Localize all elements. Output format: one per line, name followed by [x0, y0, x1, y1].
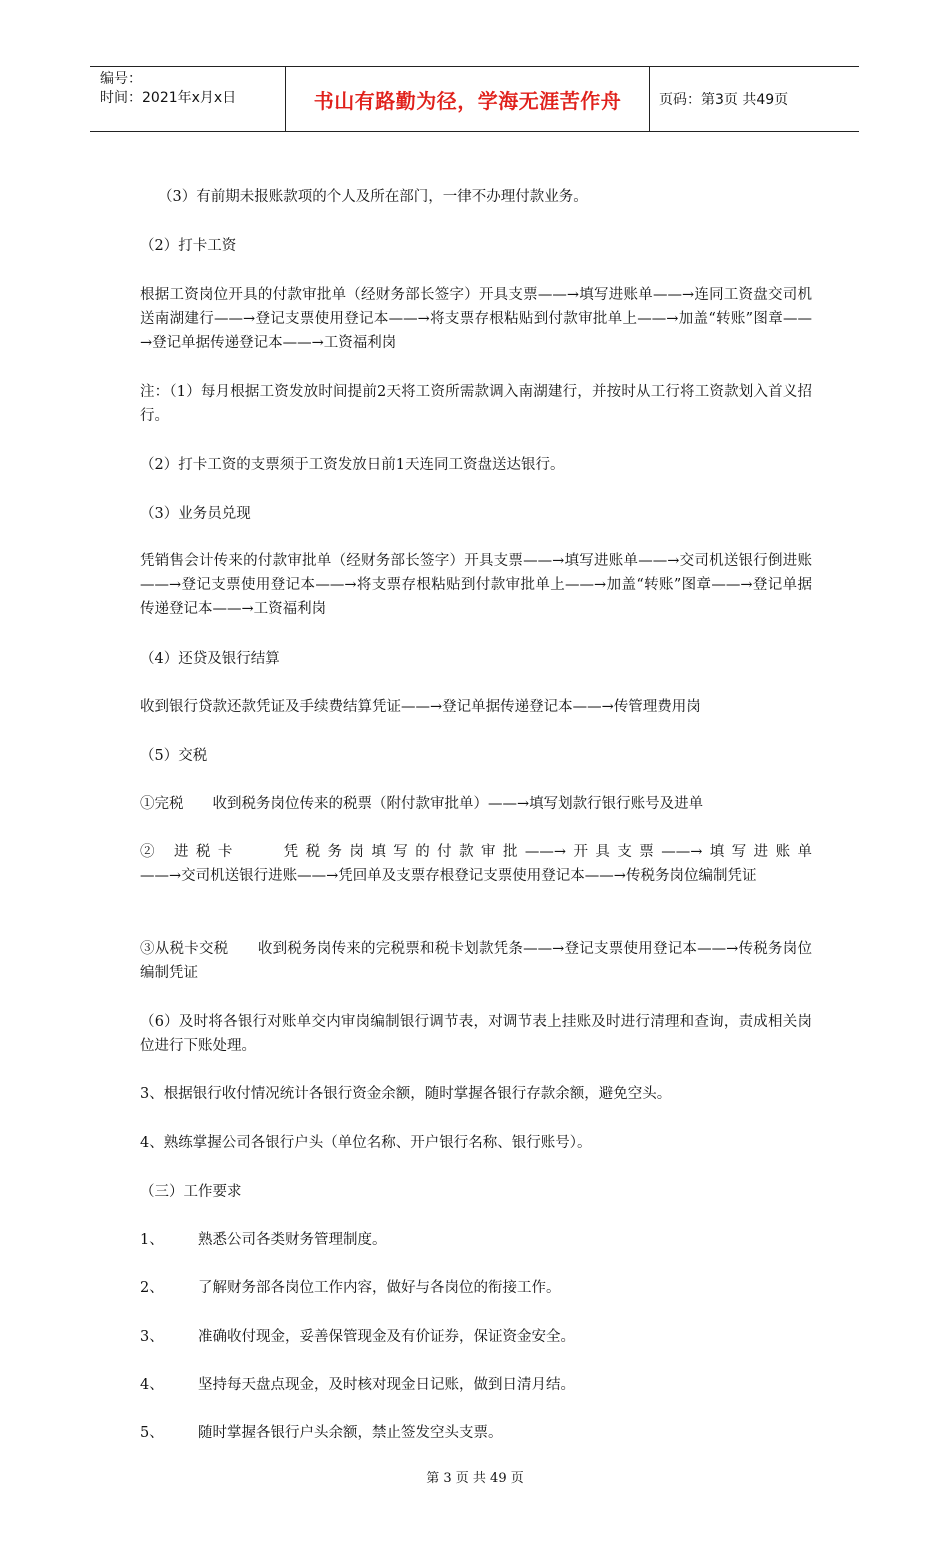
requirement-number: 1、 — [140, 1232, 164, 1248]
paragraph: 注：（1）每月根据工资发放时间提前2天将工资所需款调入南湖建行，并按时从工行将工资款划入首义招行。 — [140, 384, 812, 424]
section-heading: （5）交税 — [140, 748, 208, 764]
requirement-number: 3、 — [140, 1329, 164, 1345]
paragraph: ——→交司机送银行进账——→凭回单及支票存根登记支票使用登记本——→传税务岗位编制凭证 — [140, 868, 757, 884]
requirement-text: 随时掌握各银行户头余额，禁止签发空头支票。 — [198, 1425, 503, 1441]
paragraph: （2）打卡工资的支票须于工资发放日前1天连同工资盘送达银行。 — [140, 457, 565, 473]
paragraph: ② 进税卡 凭税务岗填写的付款审批——→开具支票——→填写进账单 — [140, 844, 812, 860]
document-date: 时间：2021年x月x日 — [100, 90, 237, 106]
document-number-label: 编号： — [100, 71, 142, 87]
section-heading: （4）还贷及银行结算 — [140, 651, 280, 667]
paragraph: ③从税卡交税 收到税务岗传来的完税票和税卡划款凭条——→登记支票使用登记本——→传税务岗位编制凭证 — [140, 941, 812, 981]
requirement-text: 了解财务部各岗位工作内容，做好与各岗位的衔接工作。 — [198, 1280, 561, 1296]
requirement-number: 5、 — [140, 1425, 164, 1441]
header-meta — [90, 67, 286, 131]
paragraph: ①完税 收到税务岗位传来的税票（附付款审批单）——→填写划款行银行账号及进单 — [140, 796, 704, 812]
requirement-number: 4、 — [140, 1377, 164, 1393]
requirement-text: 准确收付现金，妥善保管现金及有价证券，保证资金安全。 — [198, 1329, 575, 1345]
paragraph: 3、根据银行收付情况统计各银行资金余额，随时掌握各银行存款余额，避免空头。 — [140, 1086, 672, 1102]
requirement-number: 2、 — [140, 1280, 164, 1296]
paragraph: （6）及时将各银行对账单交内审岗编制银行调节表，对调节表上挂账及时进行清理和查询，责成相关岗位进行下账处理。 — [140, 1014, 812, 1054]
section-heading: （2）打卡工资 — [140, 238, 237, 254]
page-header — [90, 66, 859, 132]
paragraph: （3）有前期未报账款项的个人及所在部门，一律不办理付款业务。 — [158, 189, 588, 205]
paragraph: 收到银行贷款还款凭证及手续费结算凭证——→登记单据传递登记本——→传管理费用岗 — [140, 699, 701, 715]
paragraph: 根据工资岗位开具的付款审批单（经财务部长签字）开具支票——→填写进账单——→连同工资盘交司机送南湖建行——→登记支票使用登记本——→将支票存根粘贴到付款审批单上——→加盖“转账”图章——→登记单据传递登记本——→工资福利岗 — [140, 287, 812, 351]
header-motto-cell — [286, 67, 650, 131]
header-page-cell — [650, 67, 859, 131]
page-footer: 第 3 页 共 49 页 — [426, 1471, 524, 1486]
paragraph: 凭销售会计传来的付款审批单（经财务部长签字）开具支票——→填写进账单——→交司机送银行倒进账——→登记支票使用登记本——→将支票存根粘贴到付款审批单上——→加盖“转账”图章——→登记单据传递登记本——→工资福利岗 — [140, 553, 812, 617]
requirement-text: 熟悉公司各类财务管理制度。 — [198, 1232, 387, 1248]
section-heading: （3）业务员兑现 — [140, 506, 251, 522]
requirement-text: 坚持每天盘点现金，及时核对现金日记账，做到日清月结。 — [198, 1377, 575, 1393]
header-motto: 书山有路勤为径，学海无涯苦作舟 — [313, 88, 622, 113]
section-heading: （三）工作要求 — [140, 1184, 242, 1200]
header-page-number: 页码：第3页 共49页 — [659, 92, 789, 108]
paragraph: 4、熟练掌握公司各银行户头（单位名称、开户银行名称、银行账号）。 — [140, 1135, 592, 1151]
